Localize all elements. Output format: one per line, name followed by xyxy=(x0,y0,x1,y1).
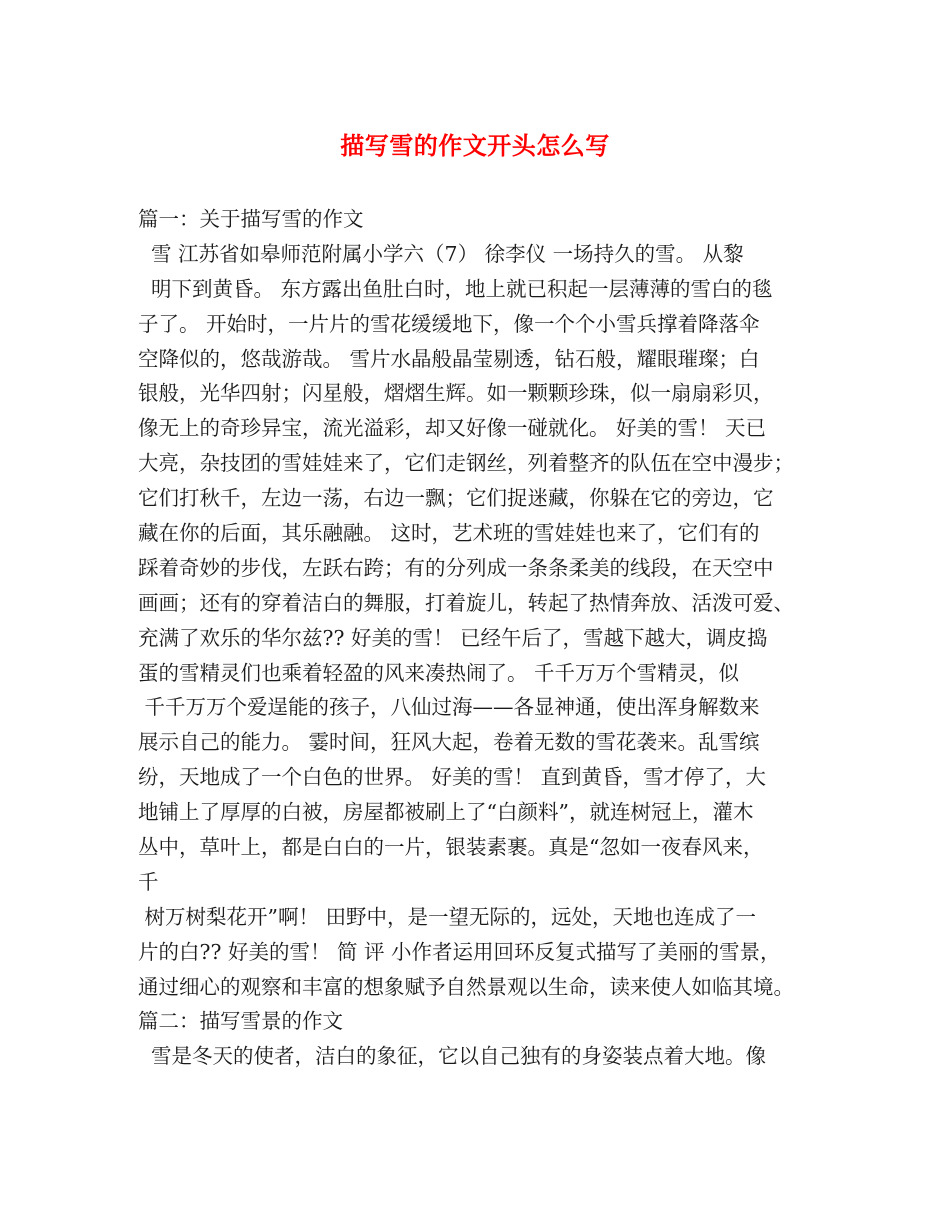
body-line: 踩着奇妙的步伐，左跃右跨；有的分列成一条条柔美的线段，在天空中 xyxy=(138,555,774,580)
body-line: 雪 江苏省如皋师范附属小学六（7） 徐李仪 一场持久的雪。 从黎 xyxy=(138,241,744,266)
document-body xyxy=(138,202,838,1074)
body-line: 蛋的雪精灵们也乘着轻盈的风来凑热闹了。 千千万万个雪精灵，似 xyxy=(138,660,740,685)
body-line: 大亮，杂技团的雪娃娃来了，它们走钢丝，列着整齐的队伍在空中漫步； xyxy=(138,451,794,476)
body-line: 明下到黄昏。 东方露出鱼肚白时，地上就已积起一层薄薄的雪白的毯 xyxy=(138,276,773,301)
body-line: 纷，天地成了一个白色的世界。 好美的雪！ 直到黄昏，雪才停了，大 xyxy=(138,765,767,790)
body-line: 通过细心的观察和丰富的想象赋予自然景观以生命，读来使人如临其境。 xyxy=(138,974,794,999)
body-line: 空降似的，悠哉游哉。 雪片水晶般晶莹剔透，钻石般，耀眼璀璨；白 xyxy=(138,346,760,371)
body-line: 银般，光华四射；闪星般，熠熠生辉。如一颗颗珍珠，似一扇扇彩贝， xyxy=(138,381,774,406)
document-title: 描写雪的作文开头怎么写 xyxy=(340,131,610,160)
body-line: 地铺上了厚厚的白被，房屋都被刷上了“白颜料”，就连树冠上，灌木 xyxy=(138,800,754,825)
body-line: 藏在你的后面，其乐融融。 这时，艺术班的雪娃娃也来了，它们有的 xyxy=(138,521,760,546)
body-line: 片的白?? 好美的雪！ 简 评 小作者运用回环反复式描写了美丽的雪景， xyxy=(138,939,781,964)
body-line: 充满了欢乐的华尔兹?? 好美的雪！ 已经午后了，雪越下越大，调皮捣 xyxy=(138,625,768,650)
body-line: 子了。 开始时，一片片的雪花缓缓地下，像一个个小雪兵撑着降落伞 xyxy=(138,311,760,336)
body-line: 像无上的奇珍异宝，流光溢彩，却又好像一碰就化。 好美的雪！ 天已 xyxy=(138,416,767,441)
section-heading: 篇一：关于描写雪的作文 xyxy=(138,207,364,231)
body-line: 雪是冬天的使者，洁白的象征，它以自己独有的身姿装点着大地。像 xyxy=(138,1044,767,1069)
body-line: 树万树梨花开”啊！ 田野中，是一望无际的，远处，天地也连成了一 xyxy=(138,904,757,929)
body-line: 丛中，草叶上，都是白白的一片，银装素裹。真是“忽如一夜春风来， xyxy=(138,835,764,860)
body-line: 它们打秋千，左边一荡，右边一飘；它们捉迷藏，你躲在它的旁边，它 xyxy=(138,486,774,511)
section-heading: 篇二：描写雪景的作文 xyxy=(138,1009,343,1034)
body-line: 千 xyxy=(138,869,159,894)
body-line: 千千万万个爱逞能的孩子，八仙过海——各显神通，使出浑身解数来 xyxy=(138,695,760,720)
body-line: 画画；还有的穿着洁白的舞服，打着旋儿，转起了热情奔放、活泼可爱、 xyxy=(138,590,794,615)
body-line: 展示自己的能力。 霎时间，狂风大起，卷着无数的雪花袭来。乱雪缤 xyxy=(138,730,760,755)
